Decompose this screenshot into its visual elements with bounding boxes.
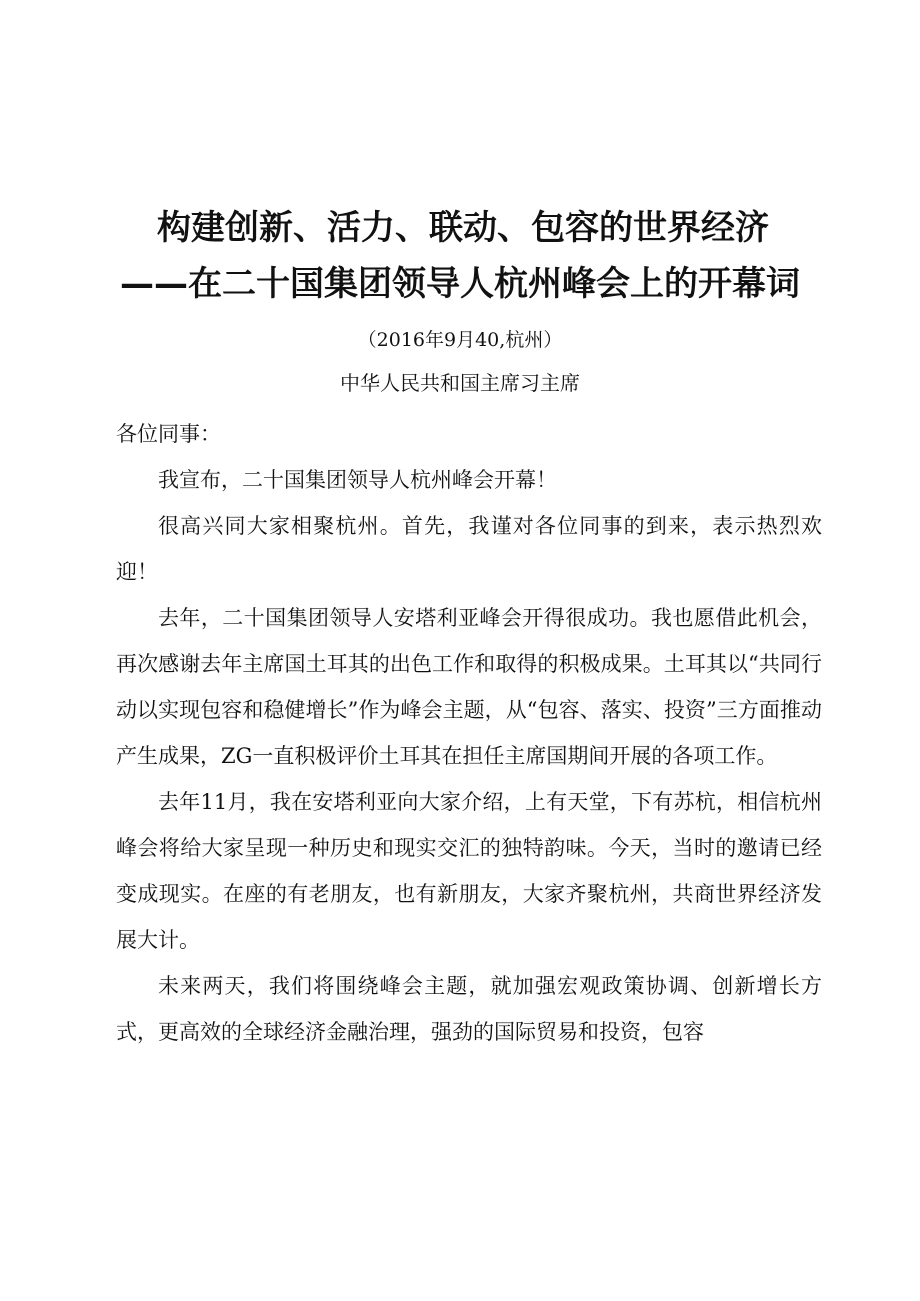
- date-location: （2016年9月40,杭州）: [357, 329, 563, 351]
- paragraph-3: 去年，二十国集团领导人安塔利亚峰会开得很成功。我也愿借此机会，再次感谢去年主席国土耳其的出色工作和取得的积极成果。土耳其以“共同行动以实现包容和稳健增长”作为峰会主题，从“包容、落实、投资”三方面推动产生成果，ZG一直积极评价土耳其在担任主席国期间开展的各项工作。: [116, 606, 822, 768]
- paragraph-2: 很高兴同大家相聚杭州。首先，我谨对各位同事的到来，表示热烈欢迎！: [116, 514, 822, 584]
- speaker-line: 中华人民共和国主席习主席: [340, 371, 580, 395]
- speech-body: [116, 411, 822, 1055]
- document-subtitle: ——在二十国集团领导人杭州峰会上的开幕词: [120, 264, 800, 304]
- paragraph-1: 我宣布，二十国集团领导人杭州峰会开幕！: [158, 468, 557, 492]
- salutation: 各位同事：: [116, 422, 221, 446]
- paragraph-5: 未来两天，我们将围绕峰会主题，就加强宏观政策协调、创新增长方式，更高效的全球经济金融治理，强劲的国际贸易和投资，包容: [116, 974, 822, 1044]
- document-title: 构建创新、活力、联动、包容的世界经济: [157, 208, 769, 248]
- title-block: [0, 200, 920, 312]
- paragraph-4: 去年11月，我在安塔利亚向大家介绍，上有天堂，下有苏杭，相信杭州峰会将给大家呈现一种历史和现实交汇的独特韵味。今天，当时的邀请已经变成现实。在座的有老朋友，也有新朋友，大家齐聚杭州，共商世界经济发展大计。: [116, 790, 822, 952]
